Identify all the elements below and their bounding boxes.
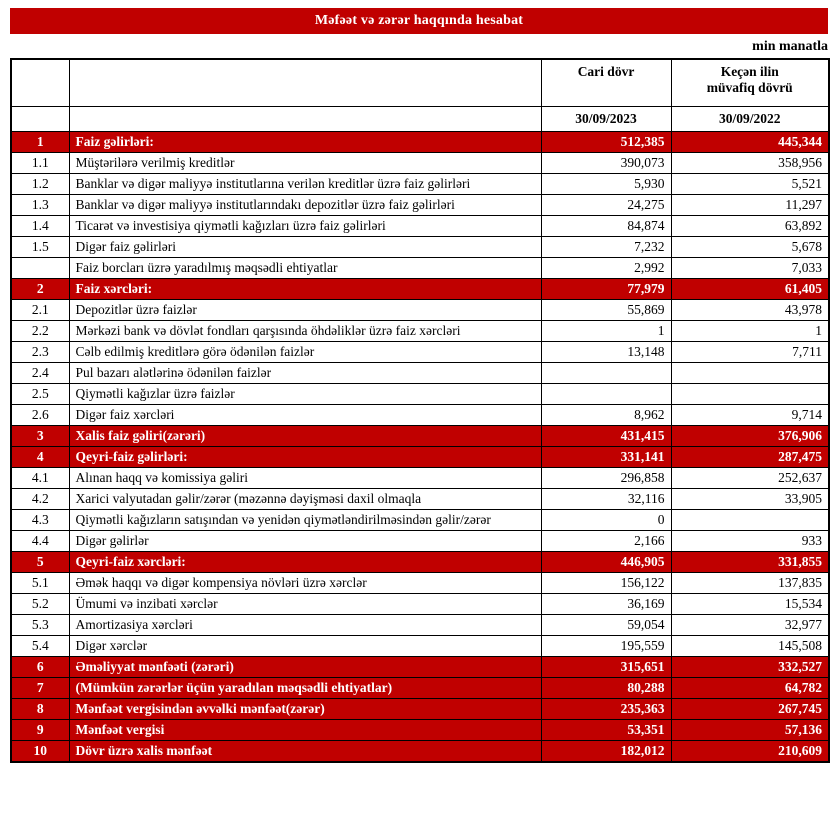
subheader-empty-label bbox=[69, 107, 541, 132]
report-table-body bbox=[11, 132, 829, 763]
value-current: 195,559 bbox=[541, 636, 671, 657]
value-current: 156,122 bbox=[541, 573, 671, 594]
table-row bbox=[11, 174, 829, 195]
row-label: Mərkəzi bank və dövlət fondları qarşısında öhdəliklər üzrə faiz xərcləri bbox=[69, 321, 541, 342]
value-previous: 43,978 bbox=[671, 300, 829, 321]
value-current: 235,363 bbox=[541, 699, 671, 720]
table-row bbox=[11, 237, 829, 258]
value-previous: 252,637 bbox=[671, 468, 829, 489]
value-previous: 15,534 bbox=[671, 594, 829, 615]
row-number: 2.3 bbox=[11, 342, 69, 363]
row-label: Qiymətli kağızlar üzrə faizlər bbox=[69, 384, 541, 405]
row-label: Mənfəət vergisindən əvvəlki mənfəət(zərər) bbox=[69, 699, 541, 720]
value-previous: 210,609 bbox=[671, 741, 829, 763]
row-label: Pul bazarı alətlərinə ödənilən faizlər bbox=[69, 363, 541, 384]
table-row bbox=[11, 699, 829, 720]
row-label: Faiz xərcləri: bbox=[69, 279, 541, 300]
value-current: 8,962 bbox=[541, 405, 671, 426]
column-header-previous-line2: müvafiq dövrü bbox=[706, 80, 793, 95]
table-row bbox=[11, 195, 829, 216]
row-label: (Mümkün zərərlər üçün yaradılan məqsədli ehtiyatlar) bbox=[69, 678, 541, 699]
value-current: 512,385 bbox=[541, 132, 671, 153]
table-row bbox=[11, 594, 829, 615]
row-number: 1.3 bbox=[11, 195, 69, 216]
value-current bbox=[541, 384, 671, 405]
value-previous: 61,405 bbox=[671, 279, 829, 300]
table-row bbox=[11, 720, 829, 741]
row-label: Qiymətli kağızların satışından və yenidən qiymətləndirilməsindən gəlir/zərər bbox=[69, 510, 541, 531]
table-row bbox=[11, 636, 829, 657]
value-previous bbox=[671, 510, 829, 531]
row-label: Banklar və digər maliyyə institutlarındakı depozitlər üzrə faiz gəlirləri bbox=[69, 195, 541, 216]
table-row bbox=[11, 405, 829, 426]
table-row bbox=[11, 468, 829, 489]
value-previous: 32,977 bbox=[671, 615, 829, 636]
value-previous: 145,508 bbox=[671, 636, 829, 657]
row-label: Müştərilərə verilmiş kreditlər bbox=[69, 153, 541, 174]
value-previous: 64,782 bbox=[671, 678, 829, 699]
value-previous: 376,906 bbox=[671, 426, 829, 447]
table-row bbox=[11, 426, 829, 447]
unit-label: min manatla bbox=[752, 39, 828, 54]
value-previous: 7,033 bbox=[671, 258, 829, 279]
value-current: 7,232 bbox=[541, 237, 671, 258]
row-number: 6 bbox=[11, 657, 69, 678]
table-row bbox=[11, 531, 829, 552]
page-title: Məfəət və zərər haqqında hesabat bbox=[314, 13, 524, 28]
value-previous: 5,678 bbox=[671, 237, 829, 258]
column-header-current-label: Cari dövr bbox=[577, 64, 635, 79]
row-number: 4 bbox=[11, 447, 69, 468]
value-previous: 33,905 bbox=[671, 489, 829, 510]
value-current: 77,979 bbox=[541, 279, 671, 300]
row-label: Digər xərclər bbox=[69, 636, 541, 657]
row-label: Digər faiz gəlirləri bbox=[69, 237, 541, 258]
row-number: 2.4 bbox=[11, 363, 69, 384]
row-number: 5.3 bbox=[11, 615, 69, 636]
row-number: 5.1 bbox=[11, 573, 69, 594]
value-current: 315,651 bbox=[541, 657, 671, 678]
table-row bbox=[11, 132, 829, 153]
date-current: 30/09/2023 bbox=[541, 107, 671, 132]
row-number: 5 bbox=[11, 552, 69, 573]
table-row bbox=[11, 741, 829, 763]
row-number: 7 bbox=[11, 678, 69, 699]
row-label: Digər gəlirlər bbox=[69, 531, 541, 552]
value-current: 2,166 bbox=[541, 531, 671, 552]
row-label: Əmək haqqı və digər kompensiya növləri üzrə xərclər bbox=[69, 573, 541, 594]
table-row bbox=[11, 321, 829, 342]
row-number: 4.1 bbox=[11, 468, 69, 489]
value-previous: 57,136 bbox=[671, 720, 829, 741]
row-number: 3 bbox=[11, 426, 69, 447]
row-label: Əməliyyat mənfəəti (zərəri) bbox=[69, 657, 541, 678]
header-empty-no bbox=[11, 59, 69, 107]
row-label: Xarici valyutadan gəlir/zərər (məzənnə dəyişməsi daxil olmaqla bbox=[69, 489, 541, 510]
value-previous: 933 bbox=[671, 531, 829, 552]
value-previous: 7,711 bbox=[671, 342, 829, 363]
table-row bbox=[11, 657, 829, 678]
table-row bbox=[11, 510, 829, 531]
column-header-current bbox=[541, 59, 671, 107]
row-number: 2.2 bbox=[11, 321, 69, 342]
row-number: 1.5 bbox=[11, 237, 69, 258]
value-previous: 5,521 bbox=[671, 174, 829, 195]
row-number: 9 bbox=[11, 720, 69, 741]
table-row bbox=[11, 342, 829, 363]
row-label: Faiz borcları üzrə yaradılmış məqsədli ehtiyatlar bbox=[69, 258, 541, 279]
row-number: 5.4 bbox=[11, 636, 69, 657]
value-current: 446,905 bbox=[541, 552, 671, 573]
row-label: Mənfəət vergisi bbox=[69, 720, 541, 741]
row-number bbox=[11, 258, 69, 279]
row-number: 2 bbox=[11, 279, 69, 300]
row-label: Ümumi və inzibati xərclər bbox=[69, 594, 541, 615]
value-previous: 358,956 bbox=[671, 153, 829, 174]
value-previous: 267,745 bbox=[671, 699, 829, 720]
value-previous: 332,527 bbox=[671, 657, 829, 678]
table-row bbox=[11, 300, 829, 321]
value-current: 32,116 bbox=[541, 489, 671, 510]
row-number: 1.1 bbox=[11, 153, 69, 174]
table-row bbox=[11, 552, 829, 573]
value-previous bbox=[671, 363, 829, 384]
row-number: 1.4 bbox=[11, 216, 69, 237]
value-current: 331,141 bbox=[541, 447, 671, 468]
row-number: 2.6 bbox=[11, 405, 69, 426]
value-previous: 331,855 bbox=[671, 552, 829, 573]
value-previous: 137,835 bbox=[671, 573, 829, 594]
value-current: 431,415 bbox=[541, 426, 671, 447]
profit-loss-table bbox=[10, 58, 830, 763]
value-current: 13,148 bbox=[541, 342, 671, 363]
column-header-previous bbox=[671, 59, 829, 107]
row-label: Qeyri-faiz xərcləri: bbox=[69, 552, 541, 573]
table-row bbox=[11, 363, 829, 384]
table-row bbox=[11, 153, 829, 174]
row-number: 5.2 bbox=[11, 594, 69, 615]
row-label: Digər faiz xərcləri bbox=[69, 405, 541, 426]
row-number: 1 bbox=[11, 132, 69, 153]
value-current: 24,275 bbox=[541, 195, 671, 216]
row-label: Xalis faiz gəliri(zərəri) bbox=[69, 426, 541, 447]
row-label: Banklar və digər maliyyə institutlarına verilən kreditlər üzrə faiz gəlirləri bbox=[69, 174, 541, 195]
header-empty-label bbox=[69, 59, 541, 107]
value-current: 55,869 bbox=[541, 300, 671, 321]
row-number: 2.5 bbox=[11, 384, 69, 405]
table-row bbox=[11, 258, 829, 279]
value-current: 0 bbox=[541, 510, 671, 531]
value-previous: 11,297 bbox=[671, 195, 829, 216]
value-previous: 9,714 bbox=[671, 405, 829, 426]
row-label: Depozitlər üzrə faizlər bbox=[69, 300, 541, 321]
table-row bbox=[11, 447, 829, 468]
row-number: 4.4 bbox=[11, 531, 69, 552]
table-row bbox=[11, 489, 829, 510]
table-row bbox=[11, 216, 829, 237]
row-label: Faiz gəlirləri: bbox=[69, 132, 541, 153]
row-label: Alınan haqq və komissiya gəliri bbox=[69, 468, 541, 489]
table-row bbox=[11, 573, 829, 594]
value-previous bbox=[671, 384, 829, 405]
value-current: 5,930 bbox=[541, 174, 671, 195]
table-header-row bbox=[11, 59, 829, 107]
row-label: Ticarət və investisiya qiymətli kağızları üzrə faiz gəlirləri bbox=[69, 216, 541, 237]
report-title-banner bbox=[10, 8, 828, 34]
value-current: 296,858 bbox=[541, 468, 671, 489]
row-number: 8 bbox=[11, 699, 69, 720]
column-header-previous-line1: Keçən ilin bbox=[720, 64, 779, 79]
value-previous: 63,892 bbox=[671, 216, 829, 237]
value-current: 53,351 bbox=[541, 720, 671, 741]
value-current: 84,874 bbox=[541, 216, 671, 237]
table-subheader-row bbox=[11, 107, 829, 132]
table-row bbox=[11, 384, 829, 405]
row-label: Amortizasiya xərcləri bbox=[69, 615, 541, 636]
subheader-empty-no bbox=[11, 107, 69, 132]
value-current: 80,288 bbox=[541, 678, 671, 699]
table-row bbox=[11, 279, 829, 300]
value-current bbox=[541, 363, 671, 384]
value-current: 36,169 bbox=[541, 594, 671, 615]
value-previous: 1 bbox=[671, 321, 829, 342]
value-previous: 287,475 bbox=[671, 447, 829, 468]
row-number: 2.1 bbox=[11, 300, 69, 321]
table-row bbox=[11, 678, 829, 699]
row-number: 1.2 bbox=[11, 174, 69, 195]
row-number: 4.3 bbox=[11, 510, 69, 531]
row-number: 10 bbox=[11, 741, 69, 763]
value-current: 59,054 bbox=[541, 615, 671, 636]
value-current: 1 bbox=[541, 321, 671, 342]
table-row bbox=[11, 615, 829, 636]
row-label: Dövr üzrə xalis mənfəət bbox=[69, 741, 541, 763]
value-previous: 445,344 bbox=[671, 132, 829, 153]
value-current: 2,992 bbox=[541, 258, 671, 279]
value-current: 182,012 bbox=[541, 741, 671, 763]
row-number: 4.2 bbox=[11, 489, 69, 510]
date-previous: 30/09/2022 bbox=[671, 107, 829, 132]
row-label: Cəlb edilmiş kreditlərə görə ödənilən faizlər bbox=[69, 342, 541, 363]
row-label: Qeyri-faiz gəlirləri: bbox=[69, 447, 541, 468]
value-current: 390,073 bbox=[541, 153, 671, 174]
